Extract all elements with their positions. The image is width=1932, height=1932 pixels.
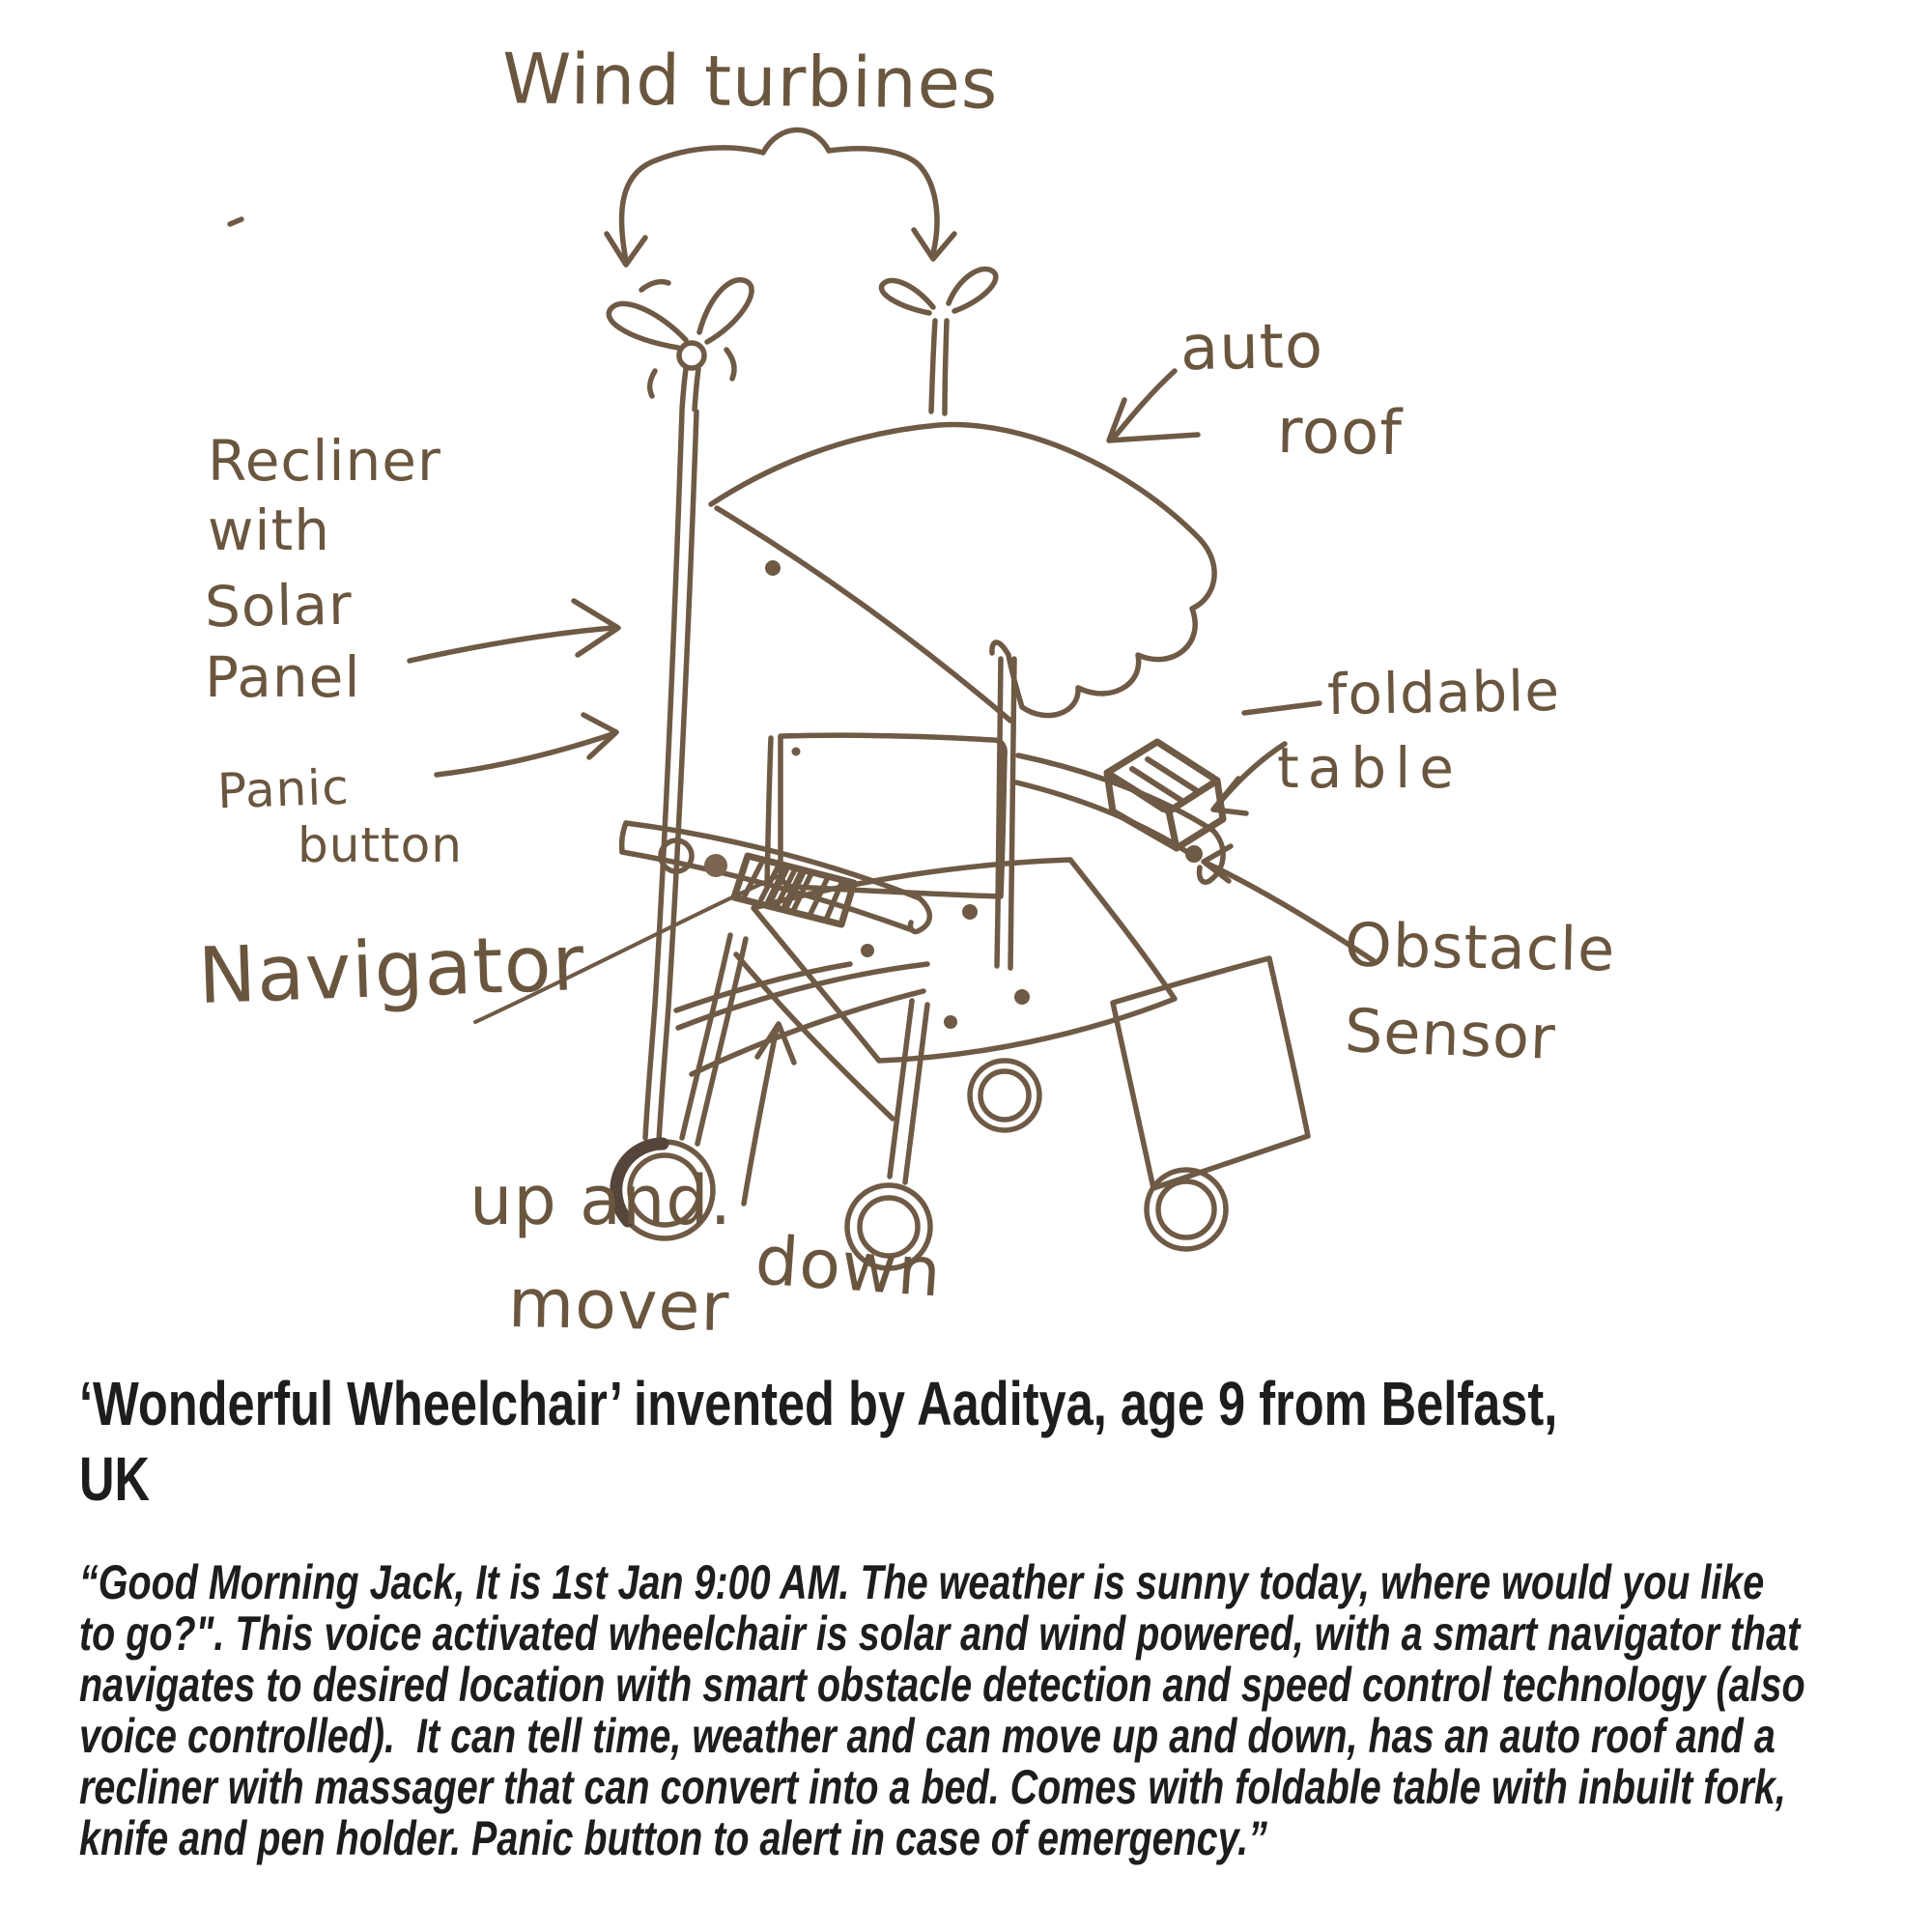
label-roof: roof bbox=[1276, 395, 1404, 470]
armrest-hook bbox=[910, 898, 929, 931]
roof-notch bbox=[992, 642, 1009, 655]
rivet-dot bbox=[765, 560, 781, 576]
armrest-cap bbox=[622, 823, 626, 852]
label-foldable: foldable bbox=[1326, 657, 1561, 728]
obstacle-sensor-dot bbox=[1185, 845, 1203, 863]
seat-panel bbox=[753, 860, 1175, 1061]
turbine-blade bbox=[699, 280, 752, 342]
label-with: with bbox=[208, 497, 331, 563]
turbine-stem bbox=[945, 321, 947, 413]
turbine-hub bbox=[679, 343, 704, 368]
turbine-stem bbox=[682, 369, 686, 410]
label-mover: mover bbox=[507, 1264, 730, 1347]
motion-tick bbox=[650, 371, 655, 396]
caption-body: “Good Morning Jack, It is 1st Jan 9:00 AM. The weather is sunny today, where would you like to go?". This voice activated wheelchair is solar and wind powered, with a smart navigator that navigates to desired location with smart obstacle detection and speed control technology (also voice controlled). It can tell time, weather and can move up and down, has an auto roof and a recliner with massager that can convert into a bed. Comes with foldable table with inbuilt fork, knife and pen holder. Panic button to alert in case of emergency.” bbox=[79, 1555, 1816, 1865]
label-obstacle: Obstacle bbox=[1344, 909, 1616, 985]
rear-wheel-inner bbox=[980, 1071, 1029, 1120]
seat-dot bbox=[962, 904, 978, 920]
label-wind-turbines: Wind turbines bbox=[501, 38, 999, 125]
label-up-and: up and. bbox=[469, 1161, 732, 1240]
center-post bbox=[1010, 659, 1014, 968]
auto-roof-arrowhead bbox=[1109, 400, 1198, 440]
foldable-table-dash bbox=[1244, 703, 1320, 713]
label-panel: Panel bbox=[205, 644, 361, 710]
turbine-blade bbox=[882, 280, 933, 313]
caption-title-line2: UK bbox=[79, 1444, 151, 1515]
stray-pencil-mark bbox=[230, 219, 242, 224]
label-navigator: Navigator bbox=[196, 918, 586, 1021]
turbine-blade bbox=[949, 269, 996, 311]
panic-button-arrow bbox=[437, 734, 612, 775]
brace-peak bbox=[763, 129, 829, 153]
turbine-stem bbox=[931, 321, 935, 412]
sketch-strokes bbox=[230, 129, 1376, 1268]
label-table: table bbox=[1277, 735, 1463, 801]
rivet-dot bbox=[792, 748, 801, 756]
caption-title bbox=[79, 1366, 1557, 1517]
seat-dot bbox=[1014, 989, 1030, 1005]
label-panic: Panic bbox=[216, 758, 351, 820]
label-sensor: Sensor bbox=[1343, 995, 1557, 1073]
label-auto: auto bbox=[1179, 310, 1324, 385]
panic-button-circle-filled bbox=[704, 854, 727, 877]
seat-dot bbox=[944, 1015, 957, 1029]
label-arrows bbox=[410, 371, 1376, 1204]
motion-tick bbox=[641, 282, 668, 290]
caption-title-line1: ‘Wonderful Wheelchair’ invented by Aaditya, age 9 from Belfast, bbox=[79, 1369, 1558, 1438]
seat-dot bbox=[861, 944, 874, 957]
left-wind-turbine bbox=[609, 280, 752, 410]
right-wind-turbine bbox=[882, 269, 996, 413]
label-recliner: Recliner bbox=[208, 428, 441, 494]
side-skirt-panel bbox=[1113, 958, 1308, 1188]
motion-tick bbox=[726, 350, 734, 379]
label-solar: Solar bbox=[204, 571, 354, 640]
turbine-blade bbox=[609, 303, 686, 348]
seat-back-edge bbox=[717, 508, 1010, 721]
foldable-table-box bbox=[1107, 742, 1223, 848]
center-post bbox=[997, 659, 1001, 966]
right-wheel-inner bbox=[1158, 1181, 1214, 1237]
auto-roof-outline bbox=[711, 425, 1214, 716]
turbine-stem bbox=[695, 369, 698, 410]
solar-panel-arrow bbox=[410, 628, 612, 661]
label-down: down bbox=[753, 1220, 945, 1313]
label-button: button bbox=[298, 817, 463, 873]
